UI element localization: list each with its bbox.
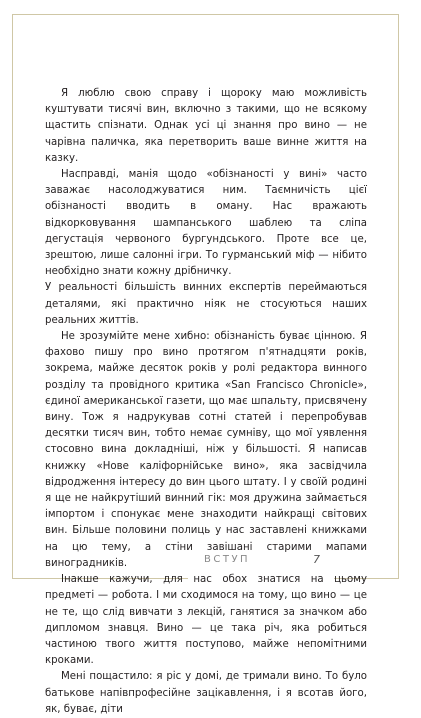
paragraph-1: Я люблю свою справу і щороку маю можливість куштувати тисячі вин, включно з такими, що не всякому щастить спізнати. Однак усі ці знання про вино — не чарівна паличка, яка перетворить ваше винне життя на казку.	[45, 88, 367, 164]
paragraph-3: У реальності більшість винних експертів переймаються деталями, які практично ніяк не стосуються наших реальних життів.	[45, 282, 367, 326]
page-footer	[0, 554, 421, 574]
body-text	[45, 86, 367, 718]
paragraph-5: Інакше кажучи, для нас обох знатися на цьому предметі — робота. І ми сходимося на тому, що вино — це не те, що слід вивчати з лекцій, ганятися за значком або дипломом знавця. Вино — це така річ, яка робиться частиною твого життя поступово, майже непомітними кроками.	[45, 574, 367, 667]
paragraph-4: Не зрозумійте мене хибно: обізнаність буває цінною. Я фахово пишу про вино протягом п'ятнадцяти років, зокрема, майже десяток років у ролі редактора винного розділу та провідного критика «San Francisco Chronicle», єдиної американської газети, що має шпальту, присвячену вину. Тож я надрукував сотні статей і перепробував десятки тисяч вин, тобто немає сумніву, що мої уявлення стосовно вина докладніші, ніж у більшості. Я написав книжку «Нове каліфорнійське вино», яка засвідчила відродження інтересу до вин цього штату. І у своїй родині я ще не найкрутіший винний гік: моя дружина займається імпортом і спонукає мене знаходити найкращі світових вин. Більше половини полиць у нас заставлені книжками на цю тему, а стіни завішані старими мапами виноградників.	[45, 331, 367, 569]
page-number: 7	[313, 553, 320, 566]
running-head: ВСТУП	[204, 554, 251, 565]
paragraph-2: Насправді, манія щодо «обізнаності у вині» часто заважає насолоджуватися ним. Таємничість цієї обізнаності вводить в оману. Нас вражають відкорковування шампанського шаблею та сліпа дегустація червоного бургундського. Проте все це, зрештою, лише салонні ігри. То гурманський міф — нібито необхідно знати кожну дрібничку.	[45, 169, 367, 278]
paragraph-6: Мені пощастило: я ріс у домі, де тримали вино. То було батькове напівпрофесійне зацікавлення, і я всотав його, як, буває, діти	[45, 671, 367, 715]
